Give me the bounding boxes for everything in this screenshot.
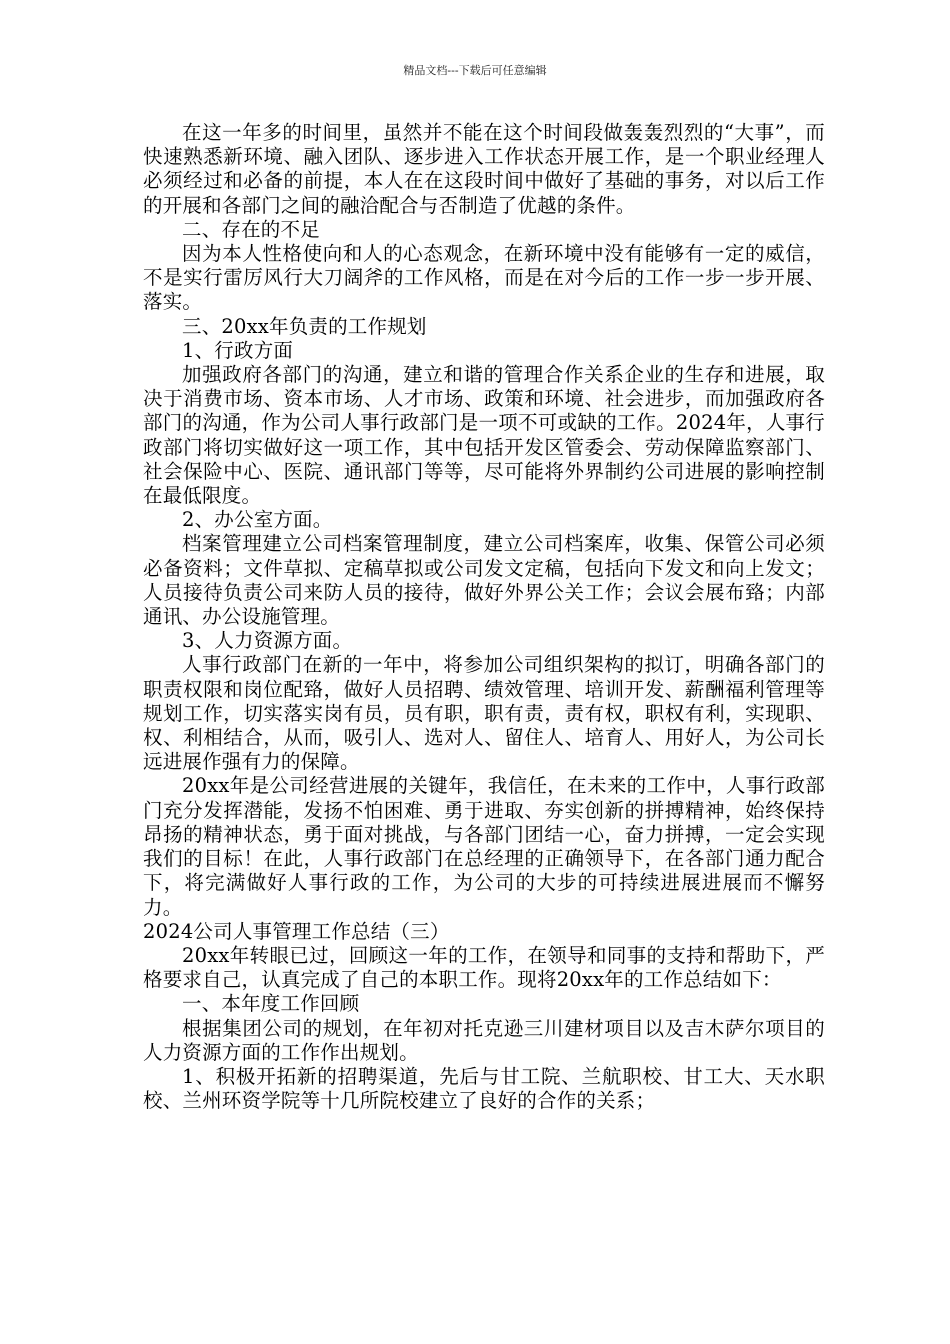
paragraph: 20xx年是公司经营进展的关键年，我信任，在未来的工作中，人事行政部门充分发挥潜能，发扬不怕困难、勇于进取、夯实创新的拼搏精神，始终保持昂扬的精神状态，勇于面对挑战，与各部门团结一心，奋力拼搏，一定会实现我们的目标！在此，人事行政部门在总经理的正确领导下，在各部门通力配合下，将完满做好人事行政的工作，为公司的大步的可持续进展进展而不懈努力。 (143, 774, 825, 919)
paragraph: 档案管理建立公司档案管理制度，建立公司档案库，收集、保管公司必须必备资料；文件草拟、定稿草拟或公司发文定稿，包括向下发文和向上发文；人员接待负责公司来防人员的接待，做好外界公关工作；会议会展布臵；内部通讯、办公设施管理。 (143, 532, 825, 629)
page-header: 精品文档---下载后可任意编辑 (403, 64, 547, 77)
paragraph: 1、积极开拓新的招聘渠道，先后与甘工院、兰航职校、甘工大、天水职校、兰州环资学院等十几所院校建立了良好的合作的关系； (143, 1064, 825, 1113)
document-body (143, 121, 825, 1113)
paragraph: 加强政府各部门的沟通，建立和谐的管理合作关系企业的生存和进展，取决于消费市场、资本市场、人才市场、政策和环境、社会进步，而加强政府各部门的沟通，作为公司人事行政部门是一项不可或缺的工作。2024年，人事行政部门将切实做好这一项工作，其中包括开发区管委会、劳动保障监察部门、社会保险中心、医院、通讯部门等等，尽可能将外界制约公司进展的影响控制在最低限度。 (143, 363, 825, 508)
section-heading: 三、20xx年负责的工作规划 (182, 314, 427, 338)
paragraph: 根据集团公司的规划，在年初对托克逊三川建材项目以及吉木萨尔项目的人力资源方面的工作作出规划。 (143, 1016, 825, 1064)
paragraph: 因为本人性格使向和人的心态观念，在新环境中没有能够有一定的威信，不是实行雷厉风行大刀阔斧的工作风格，而是在对今后的工作一步一步开展、落实。 (143, 242, 825, 314)
paragraph: 在这一年多的时间里，虽然并不能在这个时间段做轰轰烈烈的“大事”，而快速熟悉新环境、融入团队、逐步进入工作状态开展工作，是一个职业经理人必须经过和必备的前提，本人在在这段时间中做好了基础的事务，对以后工作的开展和各部门之间的融洽配合与否制造了优越的条件。 (143, 121, 825, 217)
paragraph: 20xx年转眼已过，回顾这一年的工作，在领导和同事的支持和帮助下，严格要求自己，认真完成了自己的本职工作。现将20xx年的工作总结如下： (143, 943, 825, 992)
paragraph: 人事行政部门在新的一年中，将参加公司组织架构的拟订，明确各部门的职责权限和岗位配臵，做好人员招聘、绩效管理、培训开发、薪酬福利管理等规划工作，切实落实岗有员，员有职，职有责，责有权，职权有利，实现职、权、利相结合，从而，吸引人、选对人、留住人、培育人、用好人，为公司长远进展作强有力的保障。 (143, 653, 825, 774)
subsection-heading: 2、办公室方面。 (182, 508, 333, 532)
subsection-heading: 3、人力资源方面。 (182, 629, 353, 653)
subsection-heading: 1、行政方面 (182, 338, 294, 362)
section-heading: 一、本年度工作回顾 (182, 992, 360, 1016)
document-title: 2024公司人事管理工作总结（三） (143, 919, 450, 943)
section-heading: 二、存在的不足 (182, 217, 320, 241)
